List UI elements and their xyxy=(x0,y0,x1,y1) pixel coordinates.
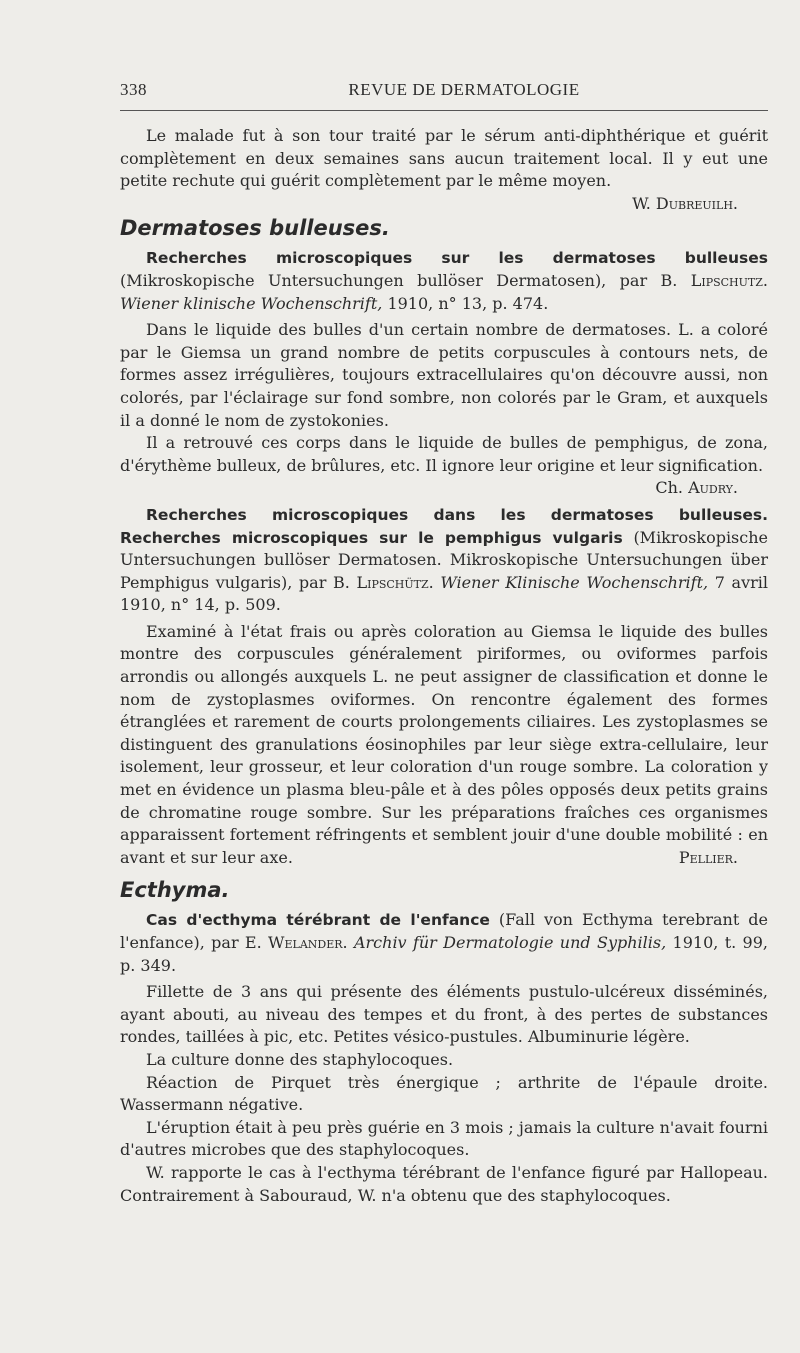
article-citation: 7 avril 1910, n° 14, p. 509. xyxy=(120,572,769,615)
article-paragraph: Réaction de Pirquet très énergique ; arthrite de l'épaule droite. Wassermann négative. xyxy=(120,1072,768,1115)
article-journal: Wiener Klinische Wochenschrift, xyxy=(440,572,709,592)
article-signature xyxy=(629,477,768,500)
article-paragraph xyxy=(120,432,768,498)
article-after-author: . xyxy=(342,933,354,952)
page-header xyxy=(120,72,768,102)
article-rest: (Mikroskopische Untersuchungen bullöser Dermatosen), par B. xyxy=(120,270,691,290)
signature-initial: W. xyxy=(632,193,656,213)
article-paragraph-text: Examiné à l'état frais ou après coloration au Giemsa le liquide des bulles montre des corpuscules généralement piriformes, ou oviformes parfois arrondis ou allongés auxquels L. ne peut assigner de classification et donne le nom de zystoplasmes oviformes. On rencontre également des formes étranglées et rarement de courts prolongements ciliaires. Les zystoplasmes se distinguent des granulations éosinophiles par leur siège extra-cellulaire, leur isolement, leur grosseur, et leur coloration d'un rouge sombre. La coloration y met en évidence un plasma bleu-pâle et à des pôles opposés deux petits grains de chromatine rouge sombre. Sur les préparations fraîches ces organismes apparaissent fortement réfringents et semblent jouir d'une double mobilité : en avant et sur leur axe. xyxy=(120,621,768,867)
article-author: Lipschutz xyxy=(690,270,763,290)
article-paragraph: La culture donne des staphylocoques. xyxy=(146,1049,454,1069)
article-heading xyxy=(120,504,768,617)
article-paragraph: W. rapporte le cas à l'ecthyma térébrant de l'enfance figuré par Hallopeau. Contrairement à Sabouraud, W. n'a obtenu que des staphylocoques. xyxy=(120,1162,768,1205)
article-rest: (Fall von Ecthyma terebrant de l'enfance), par E. xyxy=(120,910,769,952)
article-author: Lipschütz xyxy=(356,572,429,592)
signature-initial: Ch. xyxy=(655,478,689,498)
article-after-author: . xyxy=(428,572,441,592)
article-heading xyxy=(120,909,768,977)
article-rest: (Mikroskopische Untersuchungen bullöser Dermatosen. Mikroskopische Untersuchungen über Pemphigus vulgaris), par B. xyxy=(120,527,769,592)
article-journal: Wiener klinische Wochenschrift, xyxy=(120,293,383,313)
article-title: Cas d'ecthyma térébrant de l'enfance xyxy=(146,911,490,930)
article-title: Recherches microscopiques dans les dermatoses bulleuses. Recherches microscopiques sur le pemphigus vulgaris xyxy=(120,505,768,547)
intro-signature xyxy=(120,193,768,216)
body-text xyxy=(120,125,768,1207)
section-heading-ecthyma: Ecthyma. xyxy=(120,878,230,903)
page-number: 338 xyxy=(120,80,147,99)
article-paragraph: L'éruption était à peu près guérie en 3 mois ; jamais la culture n'avait fourni d'autres microbes que des staphylocoques. xyxy=(120,1117,768,1160)
intro-paragraph: Le malade fut à son tour traité par le sérum anti-diphthérique et guérit complètement en deux semaines sans aucun traitement local. Il y eut une petite rechute qui guérit complètement par le même moyen. xyxy=(120,126,768,191)
spacer xyxy=(120,869,768,877)
article-citation: 1910, t. 99, p. 349. xyxy=(120,933,769,975)
section-heading-bulleuses: Dermatoses bulleuses. xyxy=(120,216,390,241)
signature-name: Audry. xyxy=(688,478,738,498)
article-author: Welander xyxy=(268,933,343,952)
signature-name: Dubreuilh. xyxy=(655,193,738,213)
article-paragraph xyxy=(120,621,768,870)
article-journal: Archiv für Dermatologie und Syphilis, xyxy=(353,933,667,952)
article-title: Recherches microscopiques sur les dermatoses bulleuses xyxy=(146,249,768,268)
header-rule xyxy=(120,110,768,111)
article-paragraph: Dans le liquide des bulles d'un certain nombre de dermatoses. L. a coloré par le Giemsa un grand nombre de petits corpuscules à contours nets, de formes assez irrégulières, toujours extracellulaires qu'on découvre aussi, non colorés, par l'éclairage sur fond sombre, non colorés par le Gram, et auxquels il a donné le nom de zystokonies. xyxy=(120,320,768,430)
article-paragraph: Fillette de 3 ans qui présente des éléments pustulo-ulcéreux disséminés, ayant abouti, au niveau des tempes et du front, à des pertes de substances rondes, taillées à pic, etc. Petites vésico-pustules. Albuminurie légère. xyxy=(120,982,768,1047)
article-paragraph-text: Il a retrouvé ces corps dans le liquide de bulles de pemphigus, de zona, d'érythème bulleux, de brûlures, etc. Il ignore leur origine et leur signification. xyxy=(120,433,768,475)
article-after-author: . xyxy=(762,270,768,290)
article-heading xyxy=(120,247,768,315)
article-citation: 1910, n° 13, p. 474. xyxy=(382,293,549,313)
article-signature: Pellier. xyxy=(678,847,738,867)
running-title: REVUE DE DERMATOLOGIE xyxy=(348,80,580,99)
